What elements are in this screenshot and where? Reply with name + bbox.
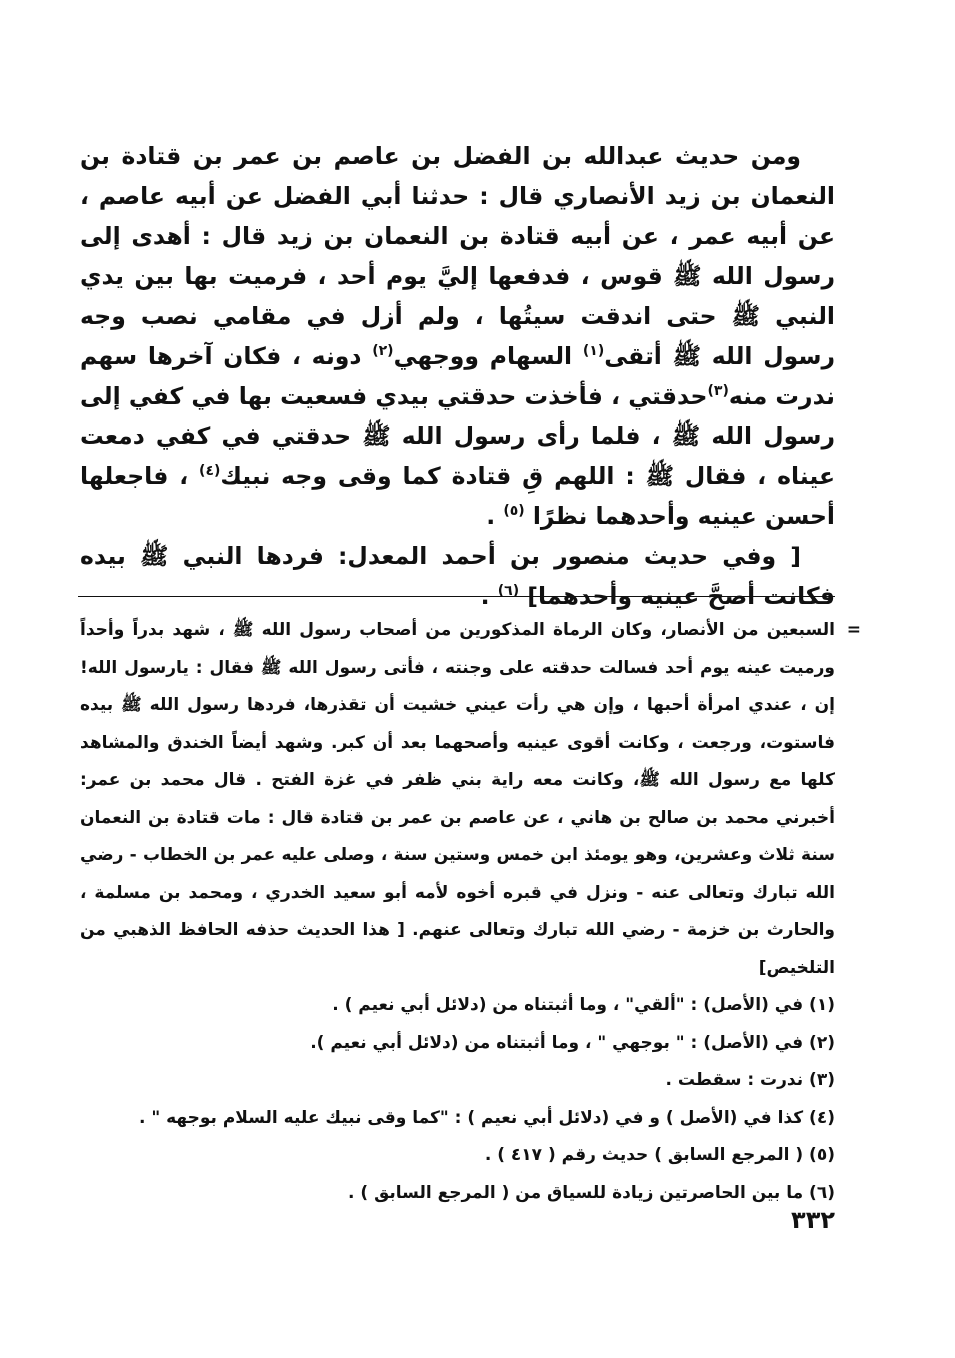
hadith-paragraph [80, 136, 835, 536]
paragraph-text: ومن حديث عبدالله بن الفضل بن عاصم بن عمر بن قتادة بن النعمان بن زيد الأنصاري قال : حدثنا أبي الفضل عن أبيه عاصم ، عن أبيه عمر ، عن أبيه قتادة بن النعمان بن زيد قال : أهدى إلى رسول الله ﷺ قوس ، فدفعها إليَّ يوم أحد ، فرميت بها بين يدي النبي ﷺ حتى اندقت سيتُها ، ولم أزل في مقامي نصب وجه رسول الله ﷺ أتقى [80, 142, 835, 370]
footnote-ref-5: (٥) [503, 503, 525, 520]
footnote-ref-4: (٤) [199, 463, 221, 480]
book-page [80, 0, 861, 1358]
footnote-ref-3: (٣) [707, 383, 729, 400]
footnote-item: (٤) كذا في (الأصل ) و في (دلائل أبي نعيم ) : "كما وقى نبيك عليه السلام بوجهه " . [138, 1107, 835, 1128]
footnote-item: (٣) ندرت : سقطت . [665, 1070, 835, 1090]
footnotes-section [80, 612, 861, 1212]
footnote-item: (١) في (الأصل) : "ألقي" ، وما أثبتناه من (دلائل أبي نعيم ) . [332, 995, 835, 1015]
bracketed-paragraph [80, 536, 835, 616]
paragraph-text: [ وفي حديث منصور بن أحمد المعدل: فردها النبي ﷺ بيده فكانت أصحَّ عينيه وأحدهما] [80, 542, 835, 610]
footnote-divider [78, 596, 835, 597]
page-number: ٣٣٢ [791, 1206, 835, 1234]
paragraph-text: السهام ووجهي [393, 342, 573, 370]
footnote-continuation [80, 612, 861, 987]
continuation-text: السبعين من الأنصار، وكان الرماة المذكورين من أصحاب رسول الله ﷺ ، شهد بدراً وأحداً ورميت عينه يوم أحد فسالت حدقته على وجنته ، فأتى رسول الله ﷺ فقال : يارسول الله! إن ، عندي امرأة أحبها ، وإن هي رأت عيني خشيت أن تقذرها، فردها رسول الله ﷺ بيده فاستوت، ورجعت ، وكانت أقوى عينيه وأصحهما بعد أن كبر. وشهد أيضاً الخندق والمشاهد كلها مع رسول الله ﷺ، وكانت معه راية بني ظفر في غزة الفتح . قال محمد بن عمر: أخبرني محمد بن صالح بن هاني ، عن عاصم بن عمر بن قتادة قال : مات قتادة بن النعمان سنة ثلاث وعشرين، وهو يومئذ ابن خمس وستين سنة ، وصلى عليه عمر بن الخطاب - رضي الله تبارك وتعالى عنه - ونزل في قبره أخوه لأمه أبو سعيد الخدري ، ومحمد بن مسلمة ، والحارث بن خزمة - رضي الله تبارك وتعالى عنهم. [ هذا الحديث حذفه الحافظ الذهبي من التلخيص] [80, 620, 835, 978]
footnote-item: (٦) ما بين الحاصرتين زيادة للسياق من ( المرجع السابق ) . [348, 1182, 835, 1203]
footnote-item: (٢) في (الأصل) : " بوجهي " ، وما أثبتناه من (دلائل أبي نعيم ). [310, 1032, 835, 1053]
footnote-ref-6: (٦) [497, 583, 520, 600]
paragraph-text: . [480, 582, 490, 610]
paragraph-text: دونه ، فكان آخرها سهم ندرت منه [80, 342, 835, 410]
paragraph-text: . [486, 502, 496, 530]
paragraph-text: حدقتي ، فأخذت حدقتي بيدي فسعيت بها في كفي إلى رسول الله ﷺ ، فلما رأى رسول الله ﷺ حدقتي في كفي دمعت عيناه ، فقال ﷺ : اللهم قِ قتادة كما وقى وجه نبيك [80, 382, 836, 490]
continuation-marker: = [846, 620, 861, 640]
footnote-ref-2: (٢) [372, 343, 394, 360]
main-text [80, 136, 835, 616]
footnote-ref-1: (١) [582, 343, 605, 360]
footnote-item: (٥) ( المرجع السابق ) حديث رقم ( ٤١٧ ) . [484, 1145, 835, 1165]
paragraph-text: ، فاجعلها أحسن عينيه وأحدهما نظرًا [80, 462, 835, 530]
